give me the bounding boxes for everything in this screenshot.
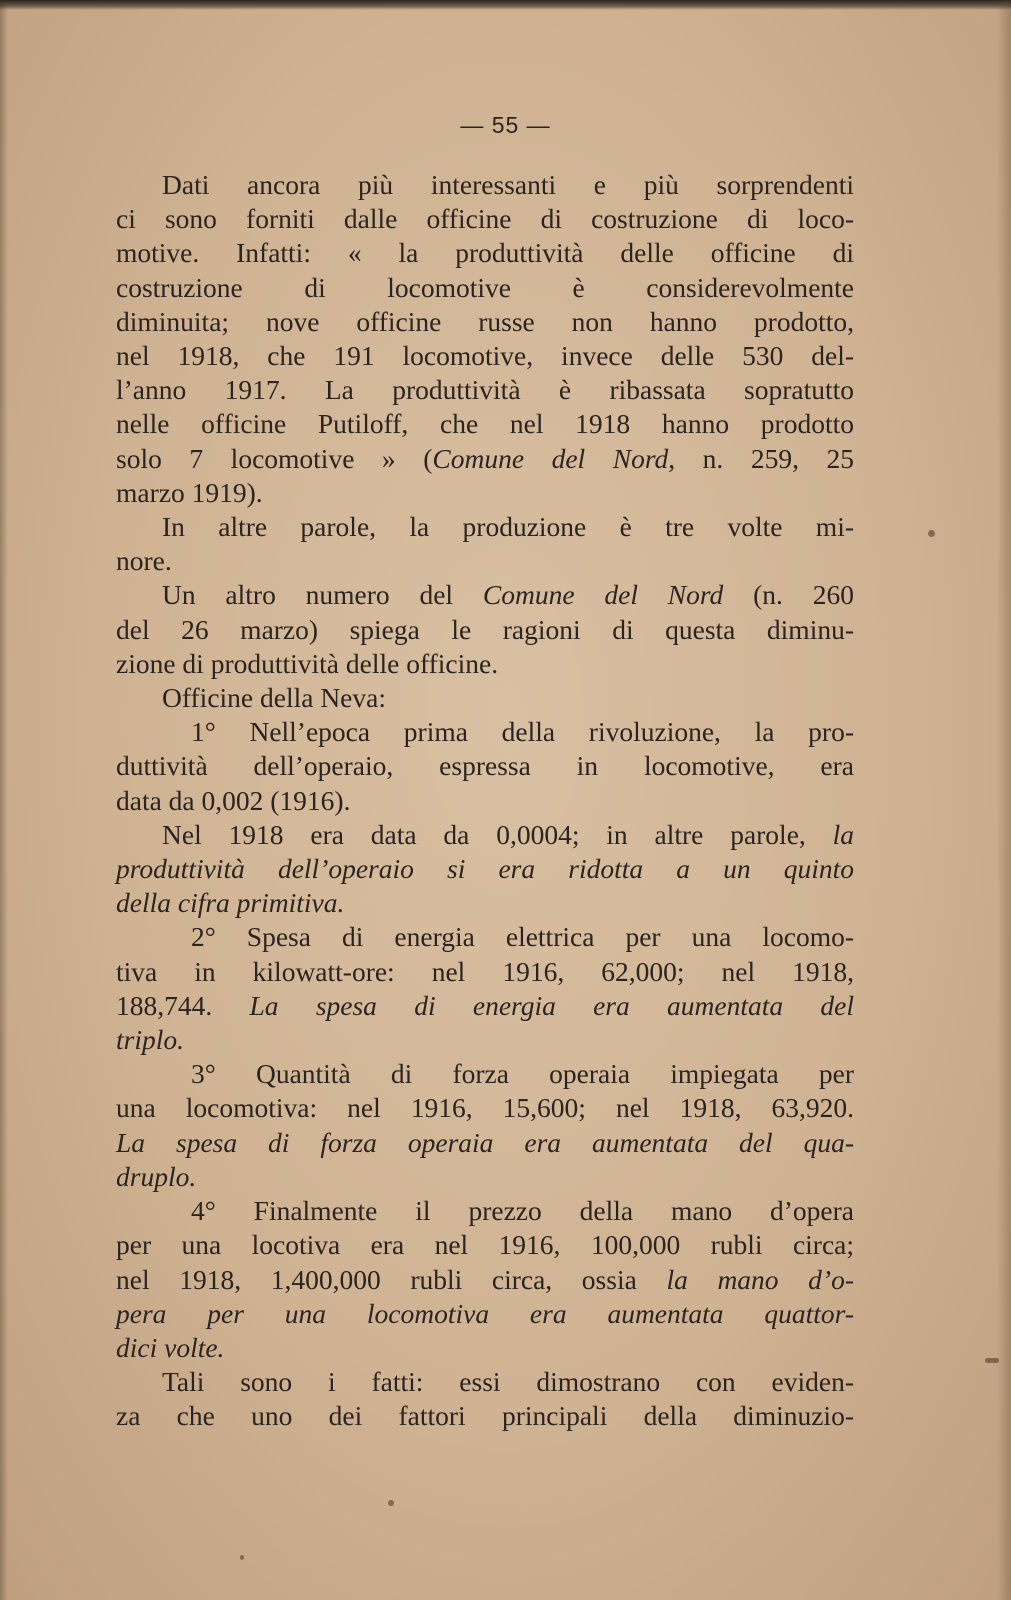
paper-spot [388, 1500, 394, 1506]
text-segment: , n. 259, 25 [668, 442, 854, 474]
text-line: nel 1918, che 191 locomotive, invece delle 530 del- [116, 340, 854, 372]
text-line [116, 578, 854, 612]
text-line: motive. Infatti: « la produttività delle officine di [116, 237, 854, 269]
text-line: 4° Finalmente il prezzo della mano d’opera [191, 1195, 854, 1227]
page-top-edge [0, 0, 1011, 10]
paper-spot [928, 530, 935, 537]
page-number: — 55 — [460, 112, 551, 138]
text-line [116, 1263, 854, 1297]
text-line: diminuita; nove officine russe non hanno prodotto, [116, 305, 854, 337]
emphasis-line: pera per una locomotiva era aumentata quattor- [116, 1297, 854, 1329]
emphasis-line: dici volte. [116, 1331, 225, 1363]
text-line [116, 989, 854, 1023]
emphasis-text: La spesa di energia era aumentata del [249, 989, 854, 1021]
paper-spot [985, 1358, 999, 1363]
text-line: nelle officine Putiloff, che nel 1918 hanno prodotto [116, 408, 854, 440]
text-line: costruzione di locomotive è considerevolmente [116, 271, 854, 303]
text-segment: solo 7 locomotive » ( [116, 442, 433, 474]
emphasis-line: produttività dell’operaio si era ridotta a un quinto [116, 853, 854, 885]
text-segment: nel 1918, 1,400,000 rubli circa, ossia [116, 1263, 667, 1295]
citation-title: Comune del Nord [482, 579, 724, 611]
text-line: l’anno 1917. La produttività è ribassata sopratutto [116, 374, 854, 406]
text-line: 3° Quantità di forza operaia impiegata per [191, 1058, 854, 1090]
emphasis-line: della cifra primitiva. [116, 887, 345, 919]
text-line: data da 0,002 (1916). [116, 784, 351, 816]
emphasis-text: la mano d’o- [666, 1263, 854, 1295]
text-line: Dati ancora più interessanti e più sorprendenti [162, 169, 854, 200]
text-line: per una locotiva era nel 1916, 100,000 rubli circa; [116, 1229, 854, 1261]
text-line: del 26 marzo) spiega le ragioni di questa diminu- [116, 613, 854, 645]
emphasis-line: triplo. [116, 1024, 184, 1056]
text-line: zione di produttività delle officine. [116, 647, 499, 679]
text-line [116, 442, 854, 476]
emphasis-line: La spesa di forza operaia era aumentata del qua- [116, 1126, 854, 1158]
text-line [116, 818, 854, 852]
page-left-edge [0, 0, 8, 1600]
text-line: tiva in kilowatt-ore: nel 1916, 62,000; nel 1918, [116, 955, 854, 987]
text-line: ci sono forniti dalle officine di costruzione di loco- [116, 203, 854, 235]
text-line: una locomotiva: nel 1916, 15,600; nel 1918, 63,920. [116, 1092, 854, 1124]
text-line: nore. [116, 545, 172, 577]
citation-title: Comune del Nord [432, 442, 669, 474]
text-line: In altre parole, la produzione è tre volte mi- [162, 511, 854, 543]
text-line: 1° Nell’epoca prima della rivoluzione, la pro- [191, 716, 854, 748]
text-segment: Un altro numero del [162, 579, 483, 611]
text-line: 2° Spesa di energia elettrica per una locomo- [191, 921, 854, 953]
emphasis-text: la [832, 818, 854, 850]
text-segment: (n. 260 [723, 579, 854, 611]
text-segment: 188,744. [116, 989, 250, 1021]
page-right-edge [997, 0, 1011, 1600]
text-segment: Nel 1918 era data da 0,0004; in altre parole, [162, 818, 833, 850]
paper-spot [240, 1555, 244, 1560]
text-line: duttività dell’operaio, espressa in locomotive, era [116, 750, 854, 782]
emphasis-line: druplo. [116, 1160, 197, 1192]
text-line: za che uno dei fattori principali della diminuzio- [116, 1400, 854, 1432]
text-line: Tali sono i fatti: essi dimostrano con eviden- [162, 1366, 854, 1398]
text-line: Officine della Neva: [162, 682, 386, 714]
text-line: marzo 1919). [116, 476, 263, 508]
body-text [116, 168, 854, 1434]
